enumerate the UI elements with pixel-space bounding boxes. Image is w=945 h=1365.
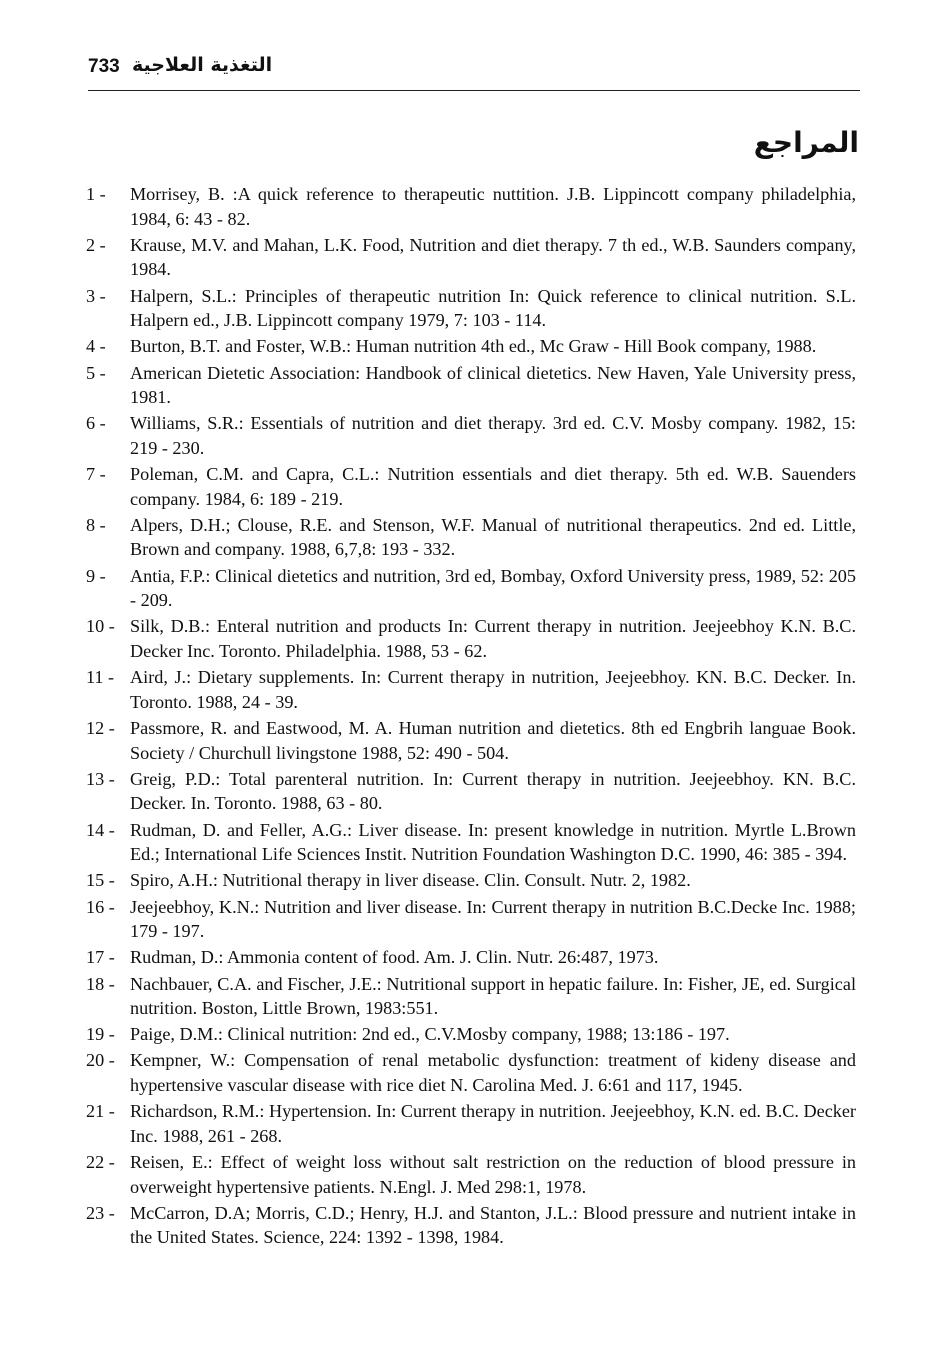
reference-item xyxy=(86,361,856,410)
page-header xyxy=(88,54,860,91)
reference-number: 8 - xyxy=(86,514,106,535)
reference-text: Poleman, C.M. and Capra, C.L.: Nutrition essentials and diet therapy. 5th ed. W.B. Sauenders company. 1984, 6: 189 - 219. xyxy=(130,464,856,509)
reference-number: 16 - xyxy=(86,896,115,917)
reference-text: Rudman, D.: Ammonia content of food. Am. J. Clin. Nutr. 26:487, 1973. xyxy=(130,947,659,968)
reference-text: Halpern, S.L.: Principles of therapeutic nutrition In: Quick reference to clinical nutrition. S.L. Halpern ed., J.B. Lippincott company 1979, 7: 103 - 114. xyxy=(130,285,856,331)
reference-item xyxy=(86,665,856,714)
reference-item xyxy=(86,1201,856,1250)
reference-item xyxy=(86,462,856,511)
reference-text: Passmore, R. and Eastwood, M. A. Human nutrition and dietetics. 8th ed Engbrih languae Book. Society / Churchull livingstone 1988, 52: 490 - 504. xyxy=(130,718,856,763)
reference-number: 6 - xyxy=(86,413,106,434)
reference-text: Nachbauer, C.A. and Fischer, J.E.: Nutritional support in hepatic failure. In: Fisher, JE, ed. Surgical nutrition. Boston, Little Brown, 1983:551. xyxy=(130,973,856,1019)
reference-text: Kempner, W.: Compensation of renal metabolic dysfunction: treatment of kideny disease and hypertensive vascular disease with rice diet N. Carolina Med. J. 6:61 and 117, 1945. xyxy=(130,1050,856,1096)
reference-item xyxy=(86,1048,856,1097)
reference-number: 11 - xyxy=(86,667,115,688)
reference-item xyxy=(86,1022,856,1047)
reference-text: Aird, J.: Dietary supplements. In: Current therapy in nutrition, Jeejeebhoy. KN. B.C. Decker. In. Toronto. 1988, 24 - 39. xyxy=(130,667,856,712)
page-number: 733 xyxy=(88,56,120,77)
reference-number: 23 - xyxy=(86,1202,115,1223)
reference-item xyxy=(86,868,856,893)
reference-number: 5 - xyxy=(86,362,106,383)
reference-item xyxy=(86,411,856,460)
reference-item xyxy=(86,233,856,282)
reference-text: Greig, P.D.: Total parenteral nutrition. In: Current therapy in nutrition. Jeejeebhoy. KN. B.C. Decker. In. Toronto. 1988, 63 - 80. xyxy=(130,768,856,814)
reference-text: Rudman, D. and Feller, A.G.: Liver disease. In: present knowledge in nutrition. Myrtle L.Brown Ed.; International Life Sciences Instit. Nutrition Foundation Washington D.C. 1990, 46: 385 - 394. xyxy=(130,819,856,865)
reference-text: Alpers, D.H.; Clouse, R.E. and Stenson, W.F. Manual of nutritional therapeutics. 2nd ed. Little, Brown and company. 1988, 6,7,8: 193 - 332. xyxy=(130,514,856,560)
reference-item xyxy=(86,284,856,333)
reference-text: Krause, M.V. and Mahan, L.K. Food, Nutrition and diet therapy. 7 th ed., W.B. Saunders company, 1984. xyxy=(130,234,856,280)
reference-item xyxy=(86,895,856,944)
reference-number: 10 - xyxy=(86,616,115,637)
reference-item xyxy=(86,818,856,867)
reference-item xyxy=(86,945,856,970)
reference-number: 1 - xyxy=(86,184,106,204)
reference-number: 20 - xyxy=(86,1050,115,1071)
reference-text: Reisen, E.: Effect of weight loss without salt restriction on the reduction of blood pressure in overweight hypertensive patients. N.Engl. J. Med 298:1, 1978. xyxy=(130,1152,856,1197)
reference-number: 19 - xyxy=(86,1024,115,1045)
reference-number: 4 - xyxy=(86,336,106,357)
reference-text: Silk, D.B.: Enteral nutrition and products In: Current therapy in nutrition. Jeejeebhoy K.N. B.C. Decker Inc. Toronto. Philadelphia. 1988, 53 - 62. xyxy=(130,616,856,662)
reference-number: 18 - xyxy=(86,973,115,994)
reference-number: 7 - xyxy=(86,464,106,485)
reference-number: 14 - xyxy=(86,819,115,840)
reference-list xyxy=(86,182,856,1252)
reference-item xyxy=(86,767,856,816)
reference-text: McCarron, D.A; Morris, C.D.; Henry, H.J. and Stanton, J.L.: Blood pressure and nutrient intake in the United States. Science, 224: 1392 - 1398, 1984. xyxy=(130,1202,856,1248)
reference-text: Morrisey, B. :A quick reference to therapeutic nuttition. J.B. Lippincott company philadelphia, 1984, 6: 43 - 82. xyxy=(130,184,856,229)
reference-text: Burton, B.T. and Foster, W.B.: Human nutrition 4th ed., Mc Graw - Hill Book company, 1988. xyxy=(130,336,817,357)
reference-number: 9 - xyxy=(86,565,106,586)
reference-number: 3 - xyxy=(86,285,106,306)
reference-item xyxy=(86,614,856,663)
reference-text: Antia, F.P.: Clinical dietetics and nutrition, 3rd ed, Bombay, Oxford University press, 1989, 52: 205 - 209. xyxy=(130,565,856,611)
reference-item xyxy=(86,564,856,613)
reference-item xyxy=(86,513,856,562)
reference-number: 15 - xyxy=(86,870,115,891)
reference-number: 22 - xyxy=(86,1152,115,1173)
reference-number: 12 - xyxy=(86,718,115,738)
reference-item xyxy=(86,1099,856,1148)
section-title: المراجع xyxy=(753,126,859,159)
reference-number: 21 - xyxy=(86,1101,115,1122)
reference-text: American Dietetic Association: Handbook of clinical dietetics. New Haven, Yale University press, 1981. xyxy=(130,362,856,408)
reference-item xyxy=(86,182,856,231)
running-title: التغذية العلاجية xyxy=(132,54,273,76)
reference-item xyxy=(86,716,856,765)
reference-text: Paige, D.M.: Clinical nutrition: 2nd ed., C.V.Mosby company, 1988; 13:186 - 197. xyxy=(130,1024,730,1045)
reference-number: 13 - xyxy=(86,768,115,789)
reference-text: Spiro, A.H.: Nutritional therapy in liver disease. Clin. Consult. Nutr. 2, 1982. xyxy=(130,870,691,891)
reference-item xyxy=(86,334,856,359)
reference-item xyxy=(86,972,856,1021)
reference-number: 17 - xyxy=(86,947,115,968)
reference-number: 2 - xyxy=(86,234,106,255)
reference-text: Williams, S.R.: Essentials of nutrition and diet therapy. 3rd ed. C.V. Mosby company. 1982, 15: 219 - 230. xyxy=(130,413,856,458)
reference-text: Richardson, R.M.: Hypertension. In: Current therapy in nutrition. Jeejeebhoy, K.N. ed. B.C. Decker Inc. 1988, 261 - 268. xyxy=(130,1101,856,1146)
reference-item xyxy=(86,1150,856,1199)
reference-text: Jeejeebhoy, K.N.: Nutrition and liver disease. In: Current therapy in nutrition B.C.Decke Inc. 1988; 179 - 197. xyxy=(130,896,856,942)
